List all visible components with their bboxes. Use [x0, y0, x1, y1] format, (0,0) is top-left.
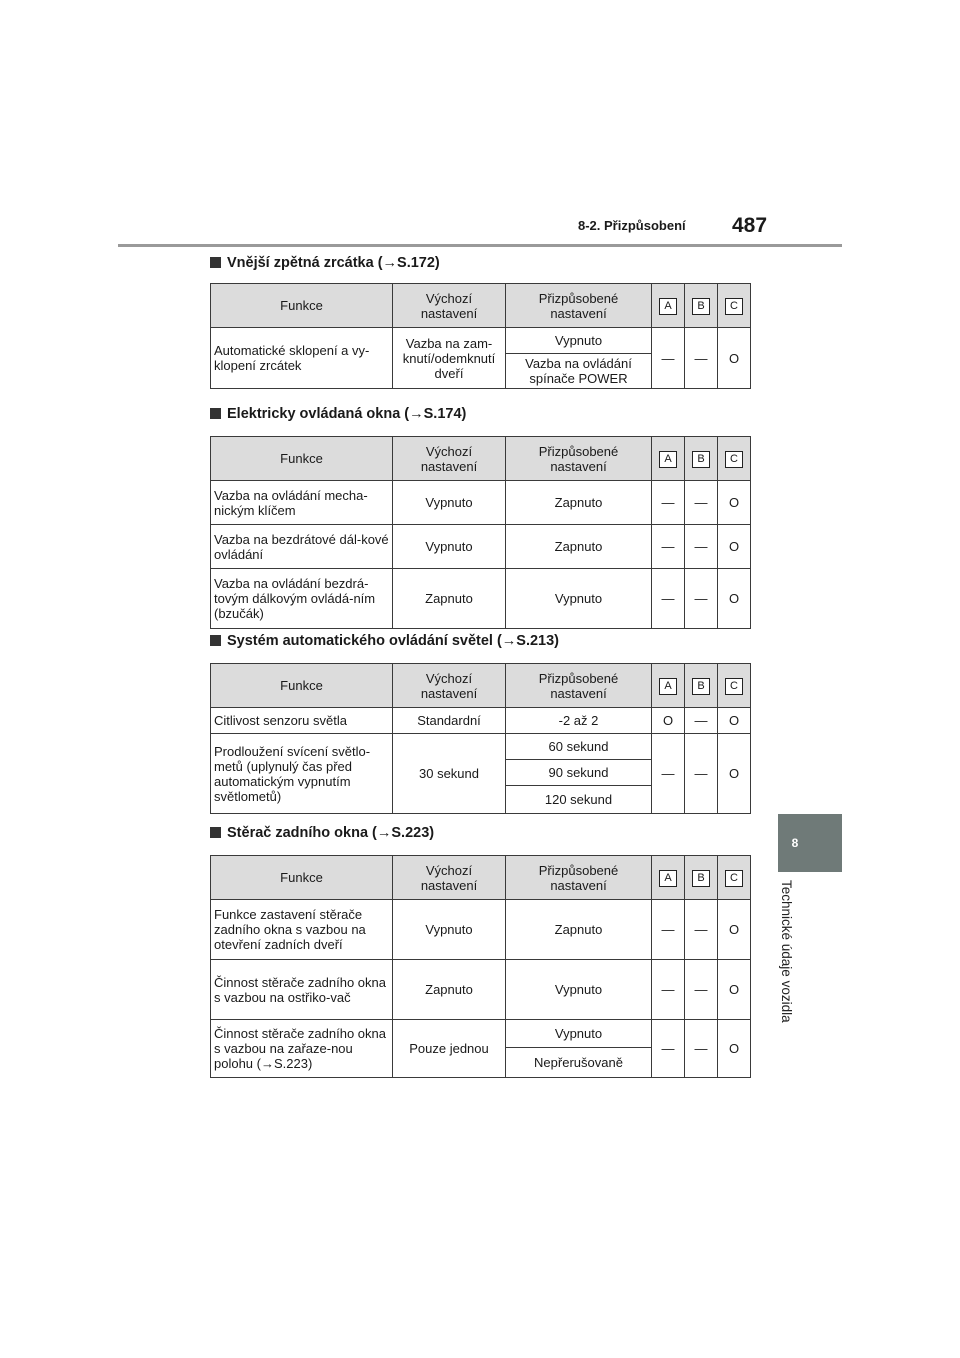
cell-a: —: [652, 328, 685, 389]
header-c: [718, 856, 751, 900]
cell-b: —: [685, 708, 718, 734]
cell-b: —: [685, 1020, 718, 1078]
cell-custom: Vypnuto: [506, 1020, 652, 1048]
cell-custom: Zapnuto: [506, 525, 652, 569]
cell-default: Vypnuto: [393, 481, 506, 525]
cell-custom: Zapnuto: [506, 481, 652, 525]
column-label-b-icon: B: [692, 870, 710, 887]
cell-a: —: [652, 1020, 685, 1078]
header-funkce: Funkce: [211, 284, 393, 328]
cell-custom: 60 sekund: [506, 734, 652, 760]
section-title-text: Elektricky ovládaná okna (→S.174): [227, 406, 467, 422]
header-b: [685, 664, 718, 708]
column-label-a-icon: A: [659, 678, 677, 695]
cell-a: —: [652, 525, 685, 569]
cell-custom: -2 až 2: [506, 708, 652, 734]
header-default: Výchozí nastavení: [393, 437, 506, 481]
cell-funkce: Vazba na ovládání bezdrá-tovým dálkovým ovládá-ním (bzučák): [211, 569, 393, 629]
cell-funkce: Činnost stěrače zadního okna s vazbou na ostřiko-vač: [211, 960, 393, 1020]
header-default: Výchozí nastavení: [393, 664, 506, 708]
column-label-c-icon: C: [725, 870, 743, 887]
section-header: 8-2. Přizpůsobení: [578, 218, 686, 233]
cell-default: Vypnuto: [393, 525, 506, 569]
cell-custom: Vypnuto: [506, 960, 652, 1020]
table-row: [211, 525, 751, 569]
header-custom: Přizpůsobené nastavení: [506, 856, 652, 900]
cell-c: O: [718, 1020, 751, 1078]
settings-table: [210, 663, 751, 814]
cell-funkce: Funkce zastavení stěrače zadního okna s vazbou na otevření zadních dveří: [211, 900, 393, 960]
cell-custom: Nepřerušovaně: [506, 1048, 652, 1078]
cell-default: Zapnuto: [393, 960, 506, 1020]
cell-b: —: [685, 481, 718, 525]
header-c: [718, 284, 751, 328]
table-row: [211, 481, 751, 525]
header-divider: [118, 244, 842, 247]
cell-funkce: Prodloužení svícení světlo-metů (uplynulý čas před automatickým vypnutím světlometů): [211, 734, 393, 814]
column-label-c-icon: C: [725, 451, 743, 468]
header-default: Výchozí nastavení: [393, 284, 506, 328]
column-label-a-icon: A: [659, 298, 677, 315]
cell-custom: 90 sekund: [506, 760, 652, 786]
bullet-square-icon: [210, 635, 221, 646]
section-title-text: Stěrač zadního okna (→S.223): [227, 825, 435, 841]
bullet-square-icon: [210, 827, 221, 838]
table-row: [211, 328, 751, 354]
cell-custom: Vypnuto: [506, 328, 652, 354]
section-title: [210, 825, 434, 841]
cell-c: O: [718, 569, 751, 629]
cell-custom: Zapnuto: [506, 900, 652, 960]
header-funkce: Funkce: [211, 437, 393, 481]
cell-c: O: [718, 481, 751, 525]
cell-custom: 120 sekund: [506, 786, 652, 814]
header-a: [652, 284, 685, 328]
cell-custom: Vazba na ovládání spínače POWER: [506, 354, 652, 389]
header-custom: Přizpůsobené nastavení: [506, 437, 652, 481]
cell-c: O: [718, 960, 751, 1020]
cell-b: —: [685, 734, 718, 814]
section-title-text: Vnější zpětná zrcátka (→S.172): [227, 255, 440, 271]
cell-b: —: [685, 960, 718, 1020]
chapter-tab: [778, 814, 842, 872]
section-title-text: Systém automatického ovládání světel (→S.213): [227, 633, 560, 649]
bullet-square-icon: [210, 408, 221, 419]
chapter-title-vertical: [779, 880, 805, 1060]
cell-b: —: [685, 900, 718, 960]
cell-b: —: [685, 328, 718, 389]
header-c: [718, 664, 751, 708]
table-header-row: [211, 856, 751, 900]
cell-default: 30 sekund: [393, 734, 506, 814]
cell-c: O: [718, 328, 751, 389]
cell-b: —: [685, 525, 718, 569]
cell-a: —: [652, 960, 685, 1020]
column-label-b-icon: B: [692, 678, 710, 695]
header-a: [652, 856, 685, 900]
column-label-a-icon: A: [659, 870, 677, 887]
header-b: [685, 856, 718, 900]
table-row: [211, 708, 751, 734]
header-default: Výchozí nastavení: [393, 856, 506, 900]
column-label-c-icon: C: [725, 298, 743, 315]
page-number: 487: [732, 214, 768, 237]
table-row: [211, 960, 751, 1020]
cell-a: —: [652, 734, 685, 814]
table-row: [211, 569, 751, 629]
table-header-row: [211, 284, 751, 328]
section-title: [210, 633, 559, 649]
column-label-c-icon: C: [725, 678, 743, 695]
header-b: [685, 284, 718, 328]
settings-table: [210, 283, 751, 389]
header-custom: Přizpůsobené nastavení: [506, 664, 652, 708]
table-header-row: [211, 664, 751, 708]
cell-funkce: Automatické sklopení a vy-klopení zrcátek: [211, 328, 393, 389]
cell-default: Zapnuto: [393, 569, 506, 629]
cell-c: O: [718, 734, 751, 814]
column-label-b-icon: B: [692, 451, 710, 468]
cell-funkce: Činnost stěrače zadního okna s vazbou na zařaze-nou polohu (→S.223): [211, 1020, 393, 1078]
cell-default: Vypnuto: [393, 900, 506, 960]
section-title: [210, 255, 440, 271]
header-funkce: Funkce: [211, 856, 393, 900]
header-funkce: Funkce: [211, 664, 393, 708]
cell-b: —: [685, 569, 718, 629]
cell-custom: Vypnuto: [506, 569, 652, 629]
bullet-square-icon: [210, 257, 221, 268]
column-label-a-icon: A: [659, 451, 677, 468]
cell-c: O: [718, 525, 751, 569]
settings-table: [210, 436, 751, 629]
cell-funkce: Citlivost senzoru světla: [211, 708, 393, 734]
table-row: [211, 734, 751, 760]
cell-a: —: [652, 569, 685, 629]
cell-a: O: [652, 708, 685, 734]
cell-a: —: [652, 900, 685, 960]
chapter-number: 8: [791, 836, 799, 850]
cell-funkce: Vazba na ovládání mecha-nickým klíčem: [211, 481, 393, 525]
cell-c: O: [718, 900, 751, 960]
table-row: [211, 900, 751, 960]
table-row: [211, 1020, 751, 1048]
header-b: [685, 437, 718, 481]
cell-default: Vazba na zam-knutí/odemknutí dveří: [393, 328, 506, 389]
header-custom: Přizpůsobené nastavení: [506, 284, 652, 328]
table-header-row: [211, 437, 751, 481]
cell-funkce: Vazba na bezdrátové dál-kové ovládání: [211, 525, 393, 569]
section-title: [210, 406, 466, 422]
header-a: [652, 664, 685, 708]
header-c: [718, 437, 751, 481]
cell-default: Pouze jednou: [393, 1020, 506, 1078]
column-label-b-icon: B: [692, 298, 710, 315]
cell-c: O: [718, 708, 751, 734]
header-a: [652, 437, 685, 481]
cell-a: —: [652, 481, 685, 525]
chapter-title: Technické údaje vozidla: [779, 880, 794, 1023]
cell-default: Standardní: [393, 708, 506, 734]
settings-table: [210, 855, 751, 1078]
